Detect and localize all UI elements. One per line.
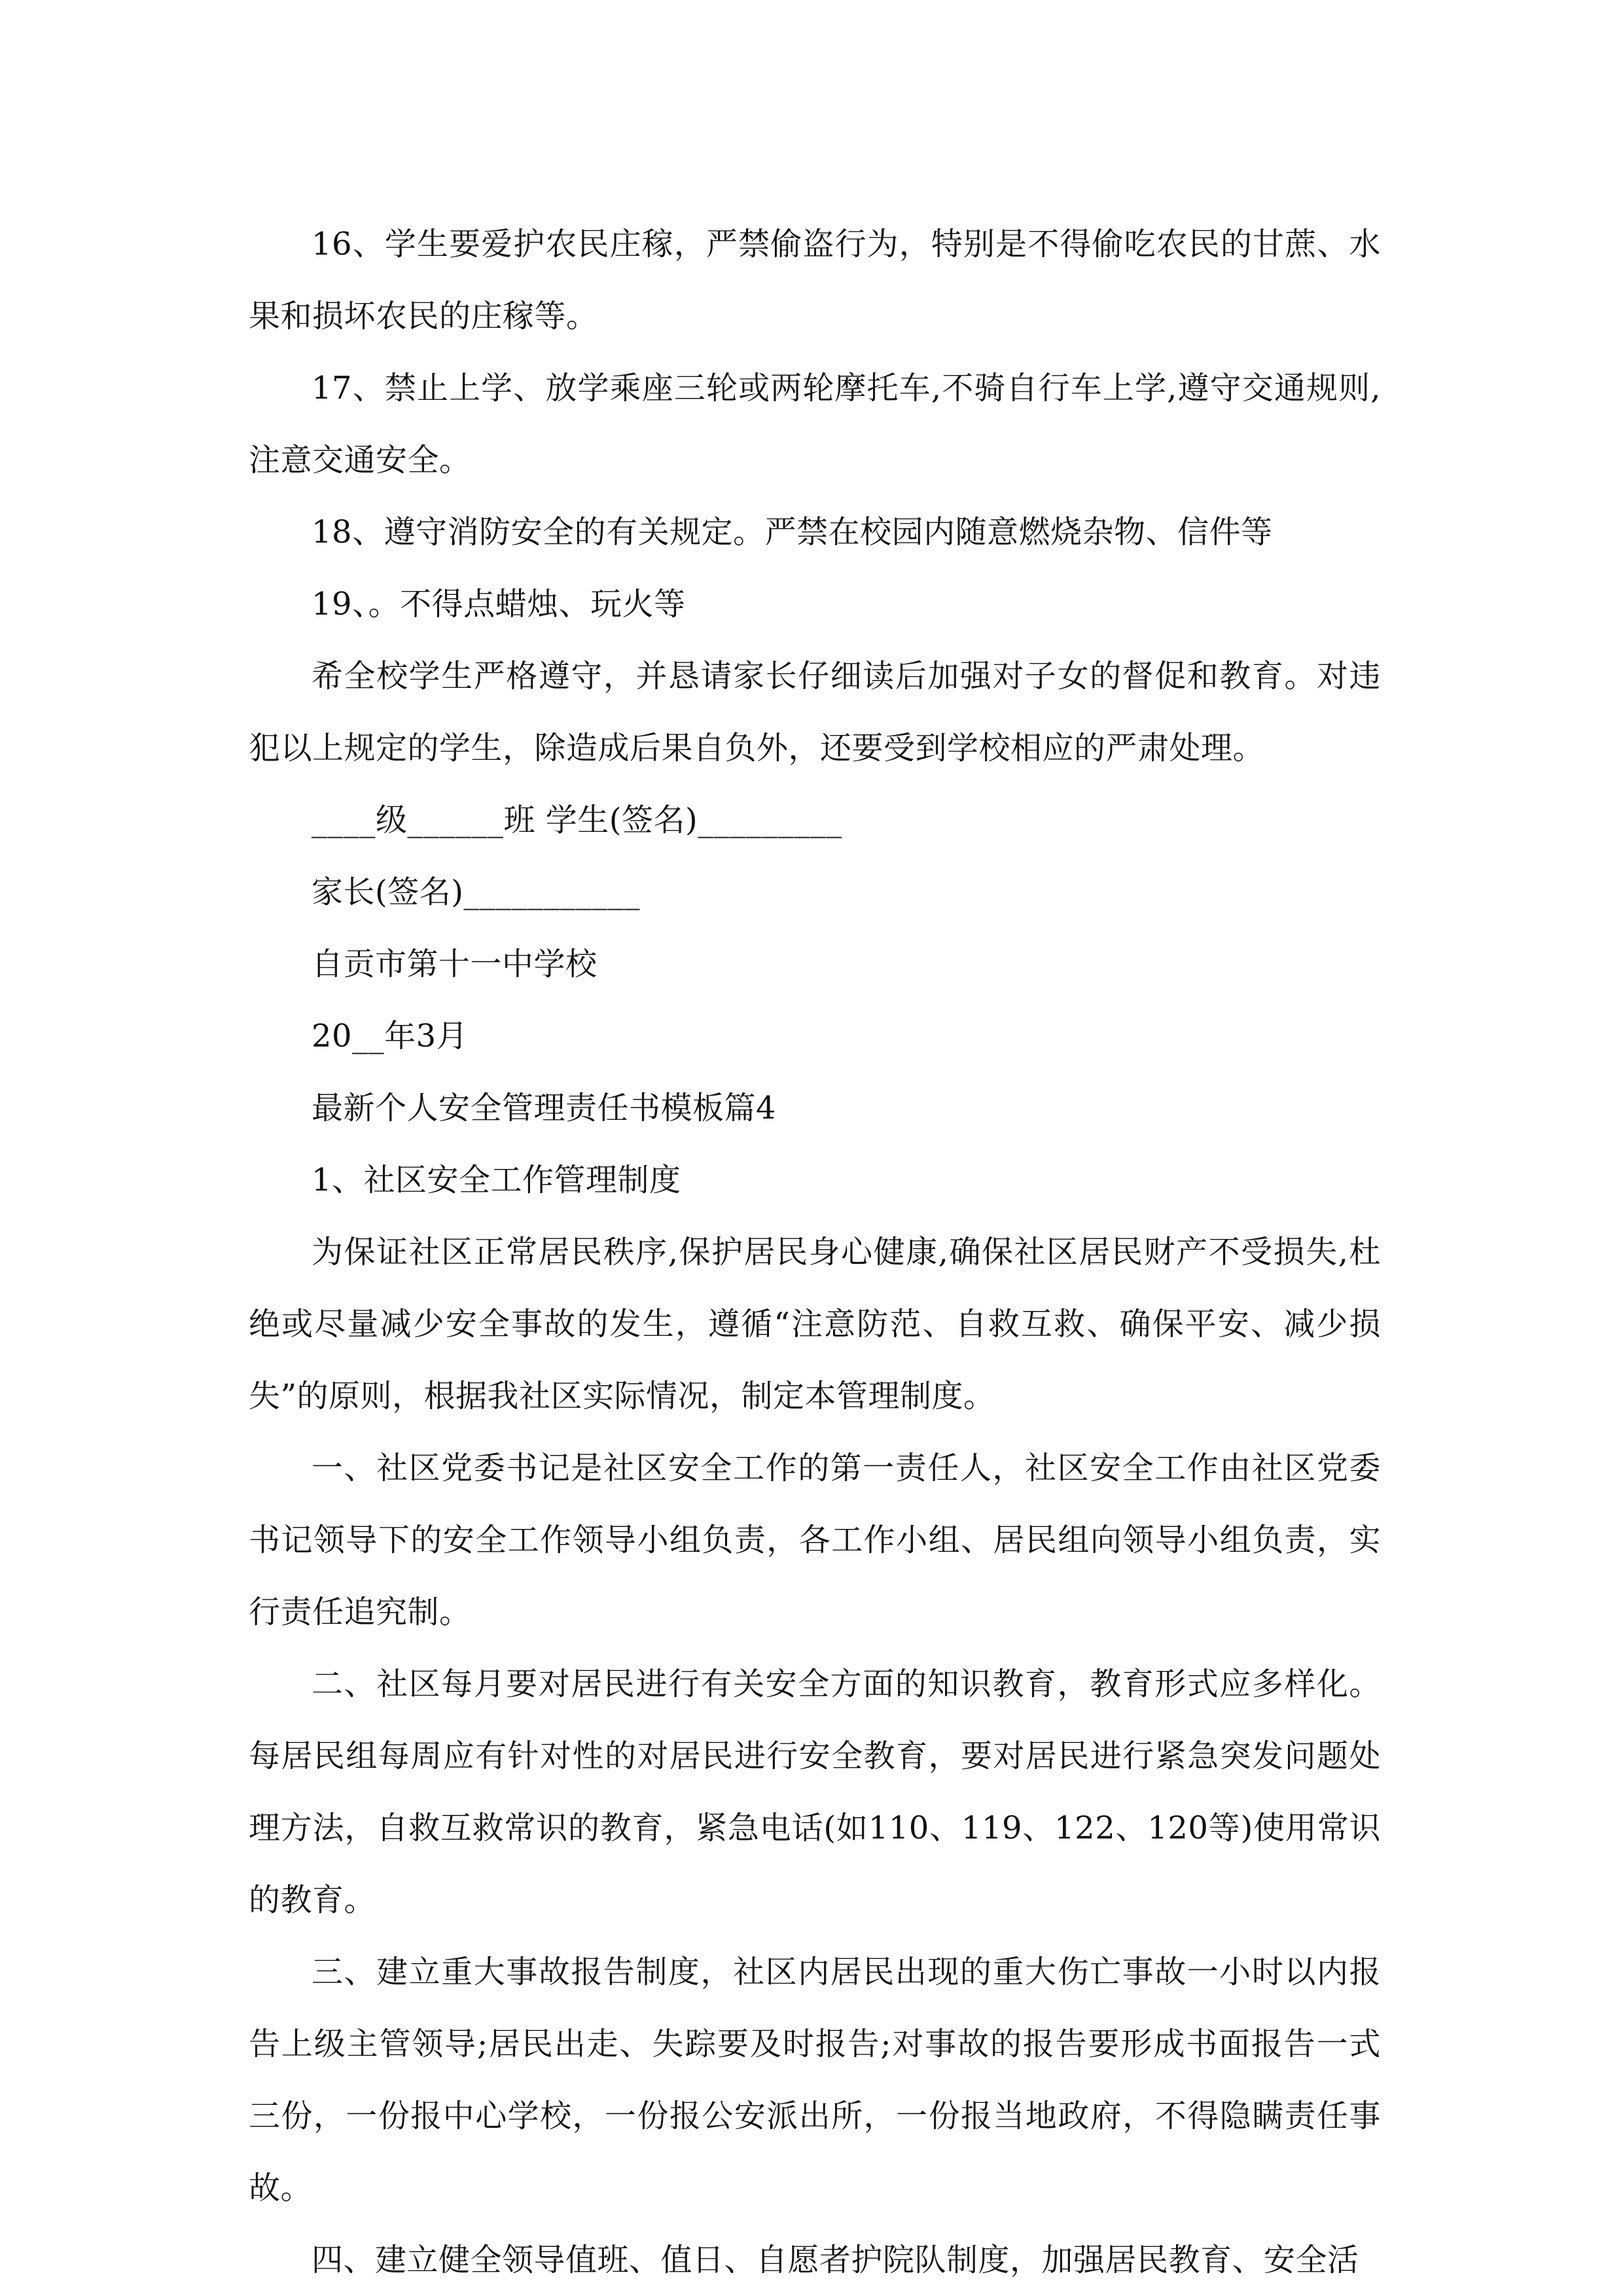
paragraph-rule-19: 19、。不得点蜡烛、玩火等 [312, 586, 686, 622]
student-signature-line: ____级______班 学生(签名)_________ [312, 802, 842, 838]
document-page [249, 208, 1381, 2296]
paragraph-notice: 希全校学生严格遵守，并恳请家长仔细读后加强对子女的督促和教育。对违犯以上规定的学生，除造成后果自负外，还要受到学校相应的严肃处理。 [249, 658, 1381, 766]
school-name: 自贡市第十一中学校 [312, 946, 597, 982]
paragraph-item-2: 二、社区每月要对居民进行有关安全方面的知识教育，教育形式应多样化。每居民组每周应有针对性的对居民进行安全教育，要对居民进行紧急突发问题处理方法，自救互救常识的教育，紧急电话(如110、119、122、120等)使用常识的教育。 [249, 1666, 1381, 1918]
paragraph-item-4: 四、建立健全领导值班、值日、自愿者护院队制度，加强居民教育、安全活 [312, 2242, 1359, 2278]
date-line: 20__年3月 [312, 1018, 469, 1054]
parent-signature-line: 家长(签名)___________ [312, 874, 640, 910]
paragraph-item-3: 三、建立重大事故报告制度，社区内居民出现的重大伤亡事故一小时以内报告上级主管领导;居民出走、失踪要及时报告;对事故的报告要形成书面报告一式三份，一份报中心学校，一份报公安派出所，一份报当地政府，不得隐瞒责任事故。 [249, 1954, 1381, 2206]
section-title: 最新个人安全管理责任书模板篇4 [312, 1090, 777, 1126]
paragraph-rule-16: 16、学生要爱护农民庄稼，严禁偷盗行为，特别是不得偷吃农民的甘蔗、水果和损坏农民的庄稼等。 [249, 226, 1381, 334]
subsection-title: 1、社区安全工作管理制度 [312, 1162, 681, 1198]
paragraph-intro: 为保证社区正常居民秩序,保护居民身心健康,确保社区居民财产不受损失,杜绝或尽量减少安全事故的发生，遵循“注意防范、自救互救、确保平安、减少损失”的原则，根据我社区实际情况，制定本管理制度。 [249, 1234, 1381, 1414]
paragraph-item-1: 一、社区党委书记是社区安全工作的第一责任人，社区安全工作由社区党委书记领导下的安全工作领导小组负责，各工作小组、居民组向领导小组负责，实行责任追究制。 [249, 1450, 1381, 1630]
paragraph-rule-18: 18、遵守消防安全的有关规定。严禁在校园内随意燃烧杂物、信件等 [312, 514, 1273, 550]
paragraph-rule-17: 17、禁止上学、放学乘座三轮或两轮摩托车,不骑自行车上学,遵守交通规则,注意交通安全。 [249, 370, 1381, 478]
